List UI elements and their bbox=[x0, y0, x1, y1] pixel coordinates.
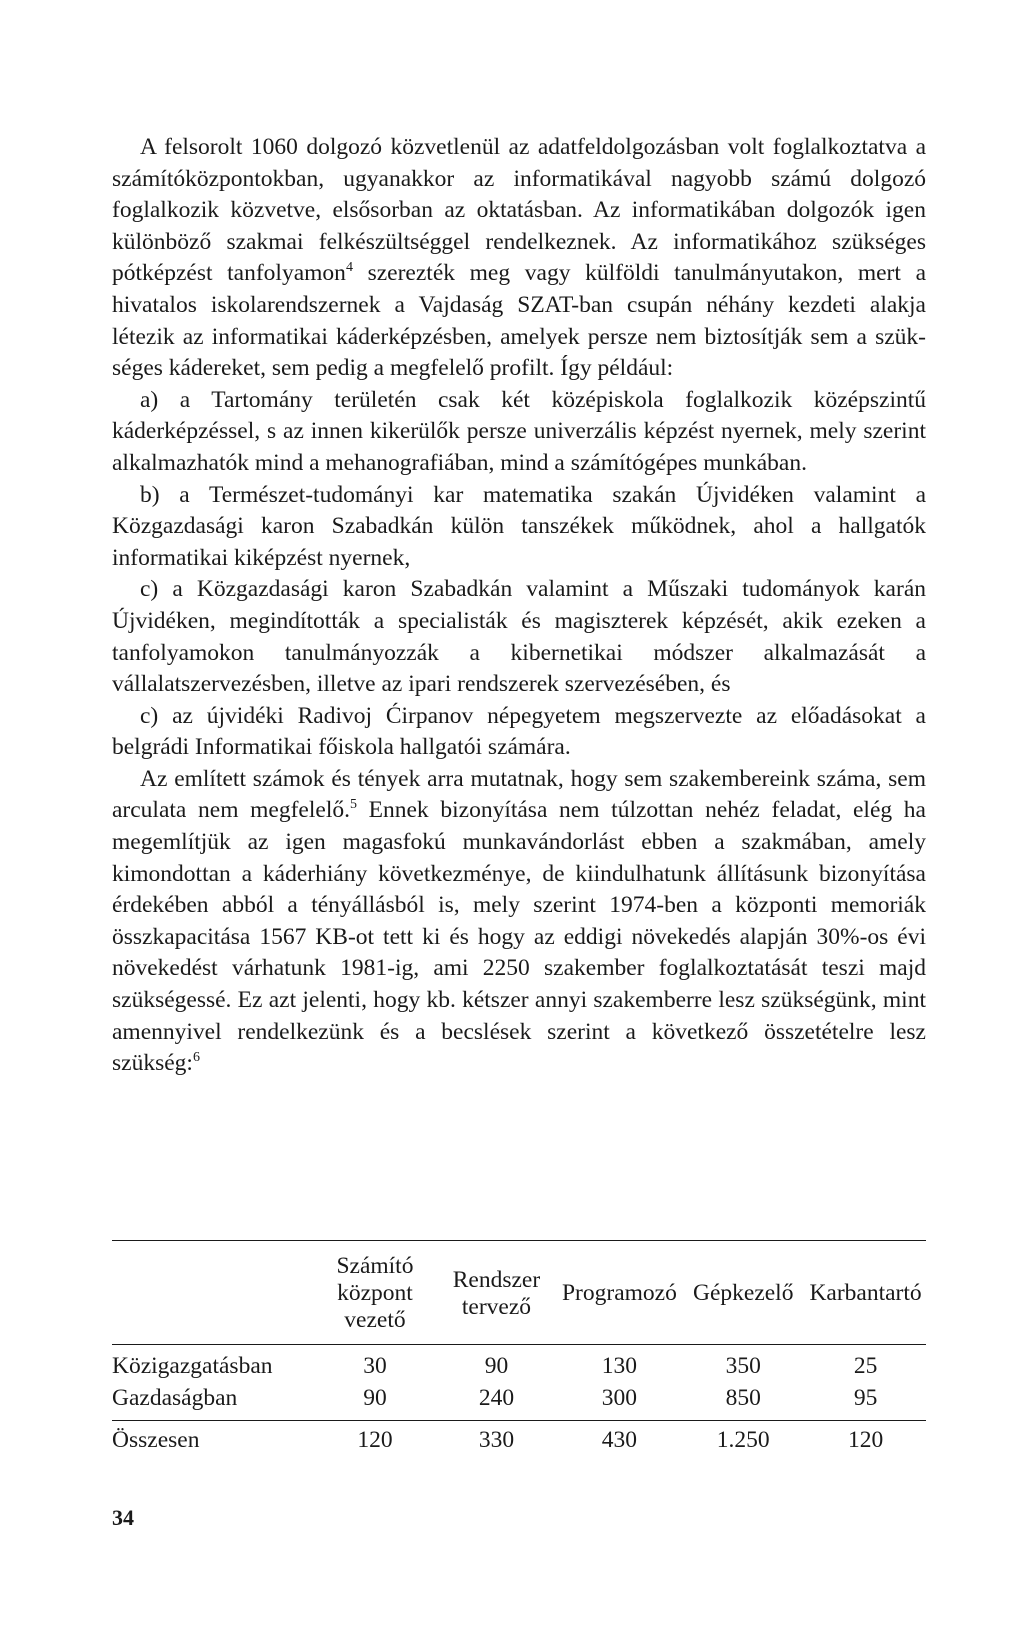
footnote-ref-5[interactable]: 5 bbox=[349, 797, 357, 813]
list-item-b: b) a Természet-tudományi kar matematika szakán Újvidéken valamint a Közgazdasági karon Szabadkán külön tanszékek működnek, ahol a hallgatók informatikai kiképzést nyernek, bbox=[112, 481, 926, 571]
table-header-cell: Karbantartó bbox=[805, 1241, 926, 1345]
table-cell: 90 bbox=[484, 1353, 509, 1379]
table-total-label: Összesen bbox=[112, 1421, 315, 1457]
table-row-label: Gazdaságban bbox=[112, 1385, 238, 1411]
table-cell: 350 bbox=[725, 1353, 761, 1379]
table-cell: 850 bbox=[725, 1385, 761, 1411]
list-item-c2: c) az újvidéki Radivoj Ćirpanov népegyetem megszervezte az előadásokat a belgrádi Informatikai főiskola hallgatói számára. bbox=[112, 702, 926, 761]
list-item-a: a) a Tartomány területén csak két középiskola foglalkozik középszintű káderképzéssel, s az innen kikerülők persze univerzális képzést nyernek, mely szerint alkalmazhatók mind a mehanografiában, mind a számítógépes munkában. bbox=[112, 386, 926, 476]
paragraph-intro bbox=[112, 132, 926, 385]
table-cell: 30 bbox=[363, 1353, 387, 1379]
table-total-cell: 330 bbox=[435, 1421, 557, 1457]
table-row-label: Közigazgatásban bbox=[112, 1353, 273, 1379]
paragraph-conclusion-text-cont: Ennek bizonyítása nem túlzottan nehéz feladat, elég ha megemlítjük az igen magasfokú munkavándorlást ebben a szakmában, amely kimondottan a káderhiány következménye, de kiindulhatunk állításunk bizonyítása érdekében abból a tényállásból is, mely szerint 1974-ben a központi memoriák összkapacitása 1567 KB-ot tett ki és hogy az eddigi növekedés alapján 30%-os évi növekedést várhatunk 1981-ig, ami 2250 szakember foglalkoztatását teszi majd szükségessé. Ez azt jelenti, hogy kb. kétszer annyi szakemberre lesz szükségünk, mint amennyivel rendelkezünk és a becslések szerint a következő összetételre lesz szükség: bbox=[112, 797, 926, 1077]
table-header-cell: Rendszer tervező bbox=[435, 1241, 557, 1345]
table-header-cell: Programozó bbox=[558, 1241, 682, 1345]
table-header-cell: Gépkezelő bbox=[681, 1241, 805, 1345]
staffing-table-wrapper bbox=[112, 1240, 926, 1456]
table-cell: 90 bbox=[363, 1385, 387, 1411]
table-total-cell: 120 bbox=[315, 1421, 436, 1457]
footnote-ref-4[interactable]: 4 bbox=[345, 260, 353, 276]
page-number: 34 bbox=[112, 1505, 134, 1530]
staffing-table bbox=[112, 1240, 926, 1456]
table-total-cell: 120 bbox=[805, 1421, 926, 1457]
body-text bbox=[112, 132, 926, 1080]
paragraph-conclusion-text: Az említett számok és tények arra mutatnak, hogy sem szakembereink száma, sem arculata nem megfelelő. bbox=[112, 765, 926, 824]
table-total-cell: 430 bbox=[558, 1421, 682, 1457]
table-header-row bbox=[112, 1241, 926, 1345]
table-row bbox=[112, 1382, 926, 1421]
paragraph-conclusion bbox=[112, 764, 926, 1080]
paragraph-intro-text-cont: szerezték meg vagy külföldi tanulmányutakon, mert a hivatalos iskolarendszernek a Vajdaság SZAT-ban csupán néhány kezdeti alakja létezik az informatikai káderképzésben, amelyek persze nem biztosítják sem a szükséges kádereket, sem pedig a megfelelő profilt. Így például: bbox=[112, 260, 926, 382]
table-cell: 95 bbox=[853, 1385, 878, 1411]
table-cell: 300 bbox=[601, 1385, 638, 1411]
table-row bbox=[112, 1345, 926, 1383]
table-header-cell: Számító központ vezető bbox=[315, 1241, 436, 1345]
list-item-c1: c) a Közgazdasági karon Szabadkán valamint a Műszaki tudományok karán Újvidéken, megindították a specialisták és magiszterek képzését, akik ezeken a tanfolyamokon tanulmányozzák a kibernetikai módszer alkalmazását a vállalatszervezésben, illetve az ipari rendszerek szervezésében, és bbox=[112, 576, 926, 698]
table-header-empty bbox=[112, 1241, 315, 1345]
table-total-cell: 1.250 bbox=[681, 1421, 805, 1457]
footnote-ref-6[interactable]: 6 bbox=[192, 1050, 200, 1066]
paragraph-intro-text: A felsorolt 1060 dolgozó közvetlenül az adatfeldolgozásban volt foglalkoztatva a számítóközpontokban, ugyanakkor az informatikával nagyobb számú dolgozó foglalkozik közvetve, elsősorban az oktatásban. Az informatikában dolgozók igen különböző szakmai felkészültséggel rendelkeznek. Az informatikához szükséges pótképzést tanfolyamon bbox=[112, 134, 926, 287]
table-total-row bbox=[112, 1421, 926, 1457]
table-cell: 25 bbox=[853, 1353, 878, 1379]
table-cell: 130 bbox=[601, 1353, 638, 1379]
table-cell: 240 bbox=[478, 1385, 515, 1411]
